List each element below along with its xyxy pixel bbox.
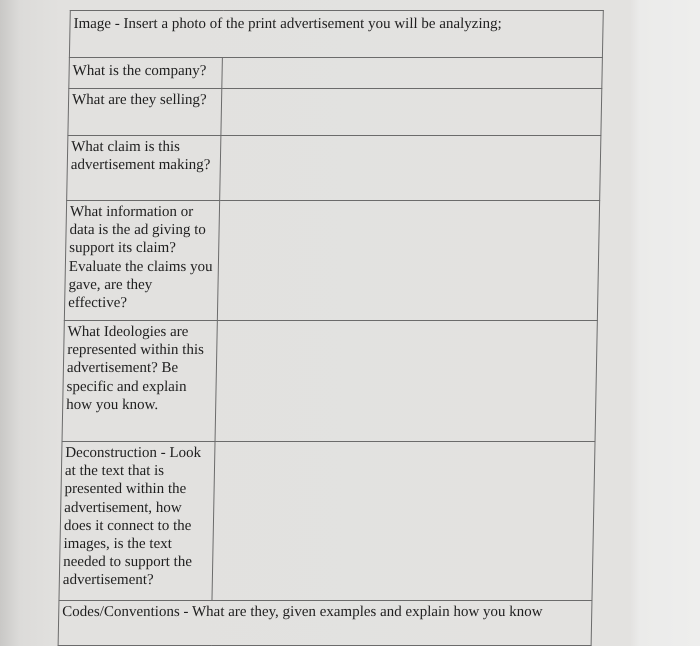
table-row (69, 58, 603, 89)
codes-row (58, 601, 592, 646)
answer-claim[interactable] (220, 136, 601, 201)
answer-ideologies[interactable] (215, 321, 597, 442)
answer-information[interactable] (217, 201, 599, 321)
table-row (64, 201, 599, 321)
answer-deconstruction[interactable] (212, 442, 595, 601)
answer-company[interactable] (222, 58, 603, 89)
answer-selling[interactable] (221, 89, 602, 136)
question-information: What information or data is the ad giving to support its claim? Evaluate the claims you gave, are they effective? (64, 201, 219, 321)
ad-analysis-table (58, 10, 604, 646)
table-row (59, 442, 595, 601)
question-selling: What are they selling? (68, 89, 222, 136)
image-row (69, 11, 603, 58)
table-row (62, 321, 597, 442)
question-company: What is the company? (69, 58, 223, 89)
question-deconstruction: Deconstruction - Look at the text that is presented within the advertisement, how does it connect to the images, is the text needed to support the advertisement? (59, 442, 215, 601)
question-ideologies: What Ideologies are represented within this advertisement? Be specific and explain how you know. (62, 321, 217, 442)
codes-conventions-cell[interactable]: Codes/Conventions - What are they, given examples and explain how you know (58, 601, 592, 646)
table-row (67, 136, 601, 201)
table-row (68, 89, 602, 136)
question-claim: What claim is this advertisement making? (67, 136, 221, 201)
image-header-cell[interactable]: Image - Insert a photo of the print advertisement you will be analyzing; (69, 11, 603, 58)
